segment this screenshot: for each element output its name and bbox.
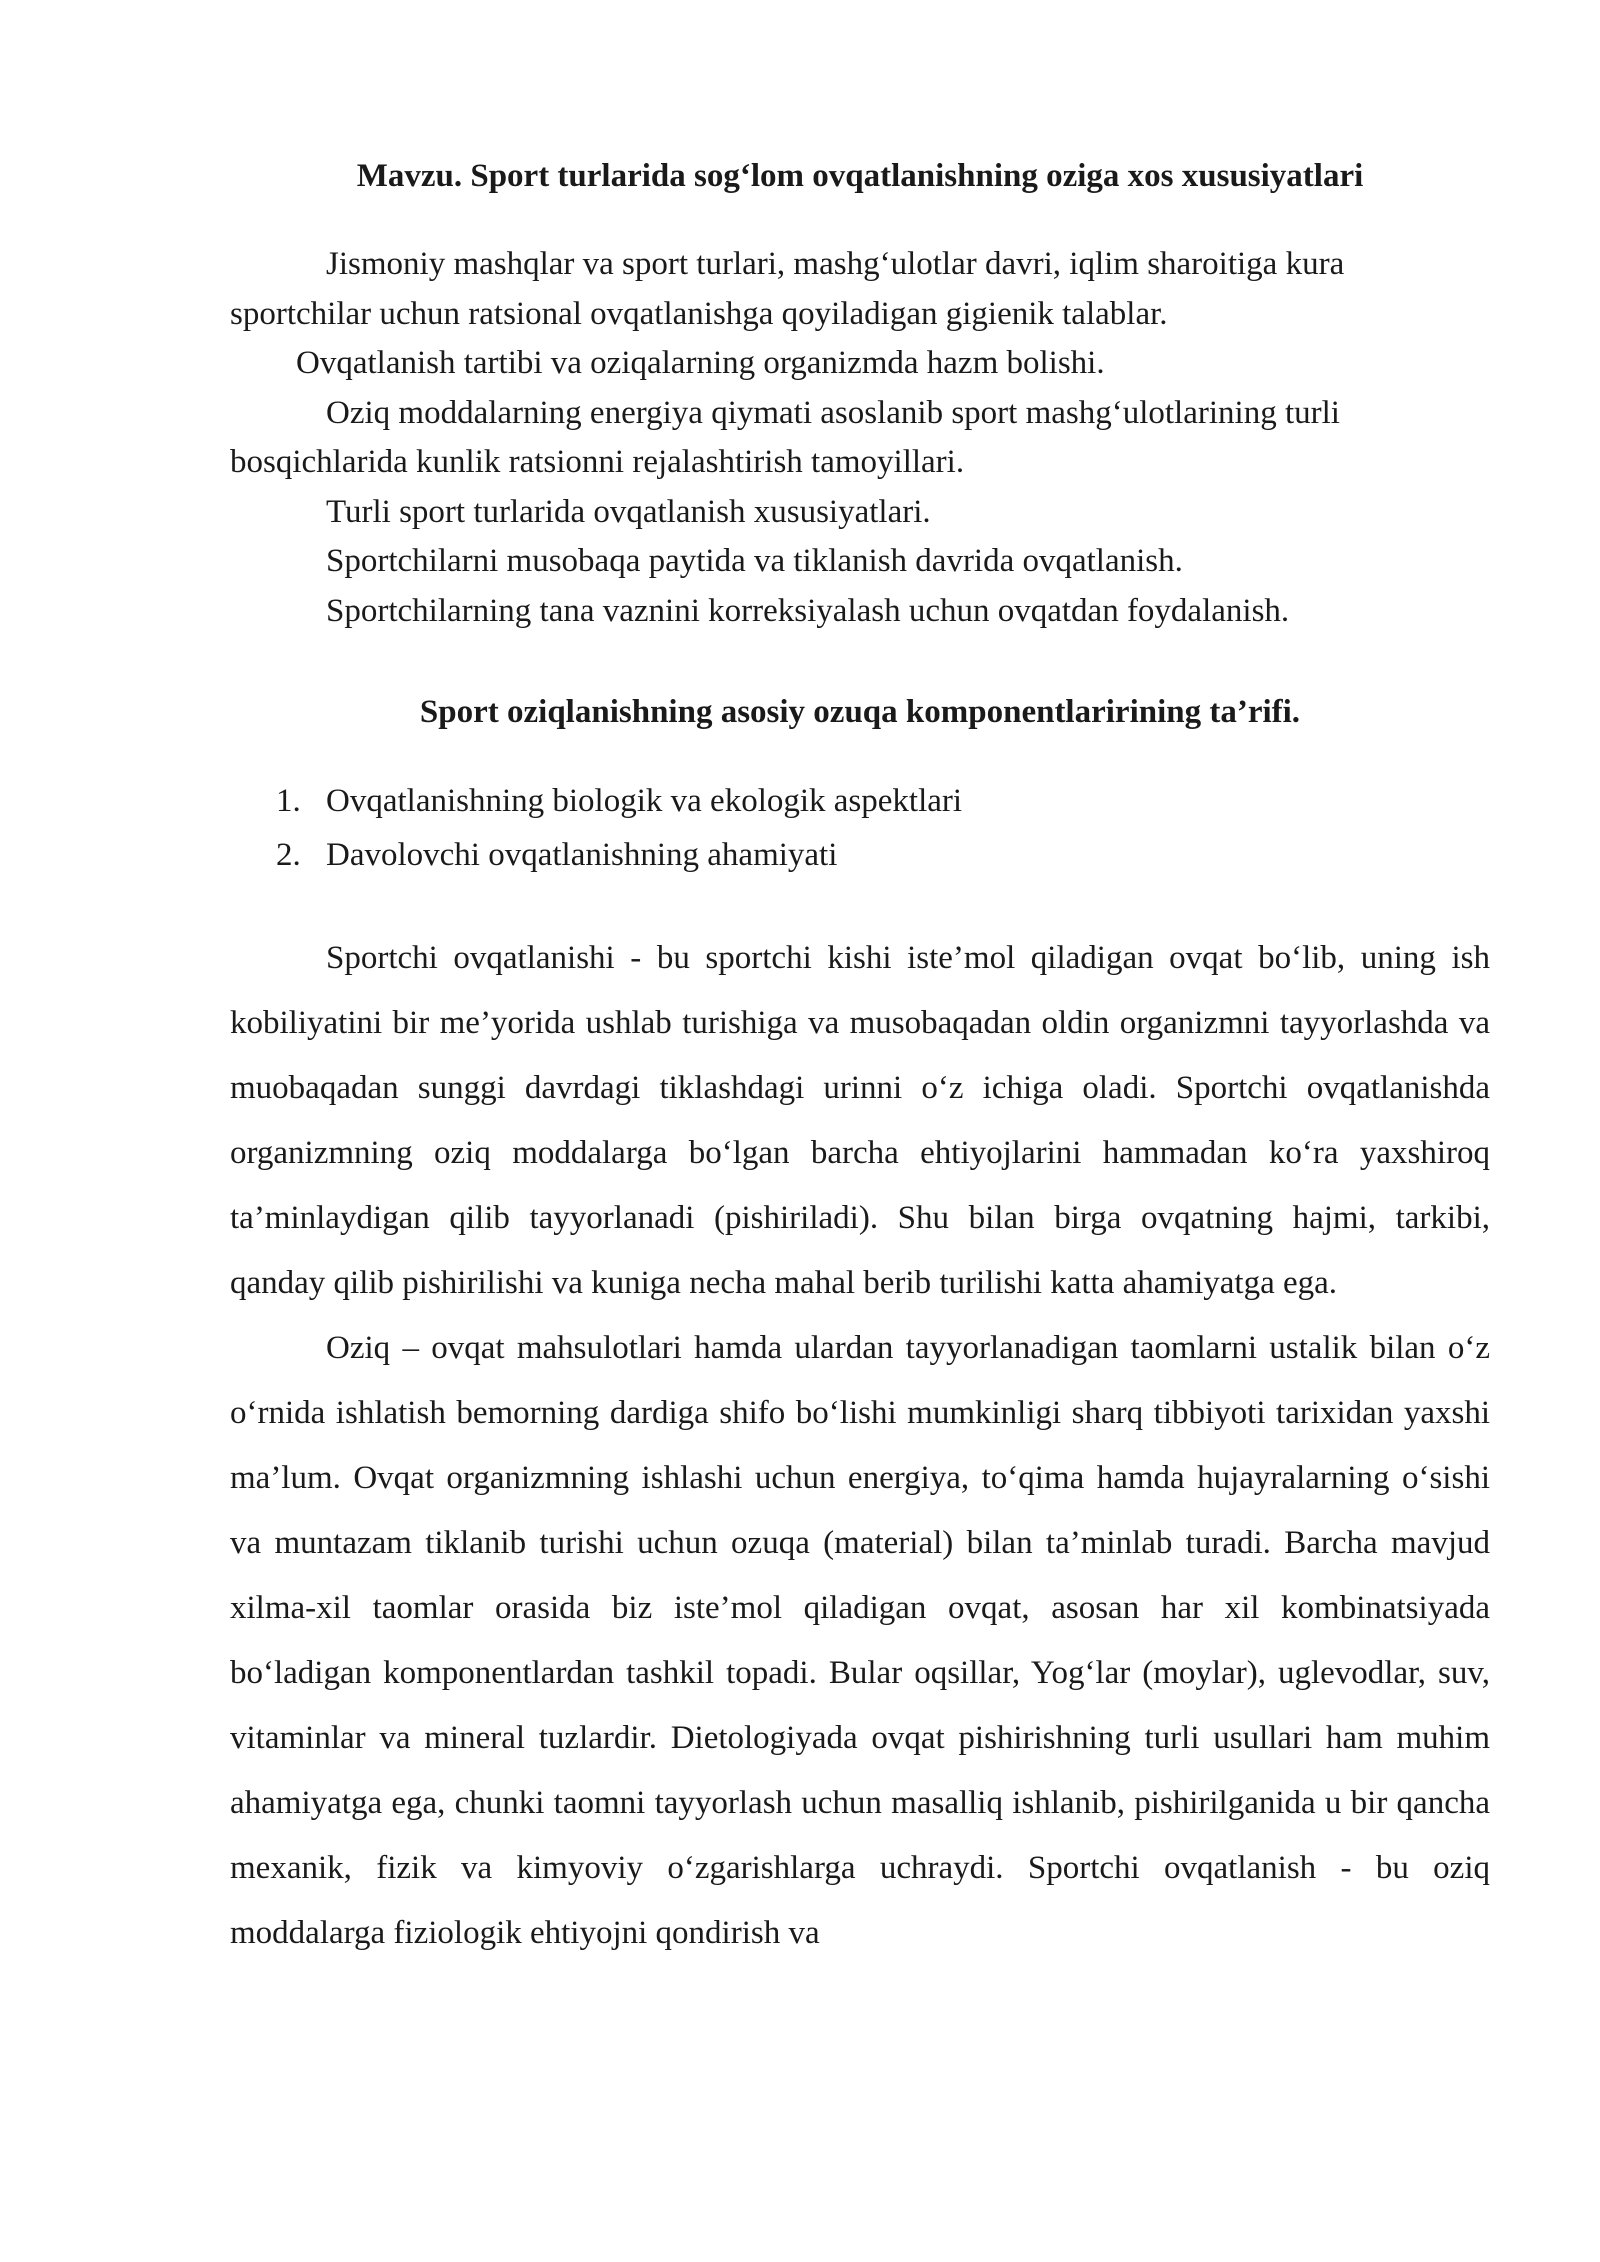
list-item-text: Davolovchi ovqatlanishning ahamiyati <box>326 837 838 873</box>
section-heading: Sport oziqlanishning asosiy ozuqa komponentlaririning ta’rifi. <box>419 694 1301 730</box>
outline-item: Ovqatlanish tartibi va oziqalarning organizmda hazm bolishi. <box>296 345 1105 381</box>
outline-item: Jismoniy mashqlar va sport turlari, mashg‘ulotlar davri, iqlim sharoitiga kura sportchilar uchun ratsional ovqatlanishga qoyiladigan gigienik talablar. <box>230 246 1345 332</box>
outline-item: Sportchilarni musobaqa paytida va tiklanish davrida ovqatlanish. <box>326 543 1183 579</box>
numbered-list <box>230 774 1490 882</box>
topic-outline <box>230 240 1490 636</box>
list-number: 2. <box>276 837 301 873</box>
outline-item: Sportchilarning tana vaznini korreksiyalash uchun ovqatdan foydalanish. <box>326 592 1290 629</box>
body-text <box>230 926 1490 1966</box>
outline-item: Turli sport turlarida ovqatlanish xususiyatlari. <box>326 493 931 530</box>
list-item-text: Ovqatlanishning biologik va ekologik aspektlari <box>326 783 963 819</box>
outline-item: Oziq moddalarning energiya qiymati asoslanib sport mashg‘ulotlarining turli bosqichlarida kunlik ratsionni rejalashtirish tamoyillari. <box>230 394 1340 480</box>
document-title: Mavzu. Sport turlarida sog‘lom ovqatlanishning oziga xos xususiyatlari <box>356 158 1364 194</box>
list-item <box>230 828 1490 882</box>
list-item <box>230 774 1490 828</box>
body-paragraph: Sportchi ovqatlanishi - bu sportchi kishi iste’mol qiladigan ovqat bo‘lib, uning ish kobiliyatini bir me’yorida ushlab turishiga va musobaqadan oldin organizmni tayyorlashda va muobaqadan sunggi davrdagi tiklashdagi urinni o‘z ichiga oladi. Sportchi ovqatlanishda organizmning oziq moddalarga bo‘lgan barcha ehtiyojlarini hammadan ko‘ra yaxshiroq ta’minlaydigan qilib tayyorlanadi (pishiriladi). Shu bilan birga ovqatning hajmi, tarkibi, qanday qilib pishirilishi va kuniga necha mahal berib turilishi katta ahamiyatga ega. <box>230 940 1490 1301</box>
body-paragraph: Oziq – ovqat mahsulotlari hamda ulardan tayyorlanadigan taomlarni ustalik bilan o‘z o‘rnida ishlatish bemorning dardiga shifo bo‘lishi mumkinligi sharq tibbiyoti tarixidan yaxshi ma’lum. Ovqat organizmning ishlashi uchun energiya, to‘qima hamda hujayralarning o‘sishi va muntazam tiklanib turishi uchun ozuqa (material) bilan ta’minlab turadi. Barcha mavjud xilma-xil taomlar orasida biz iste’mol qiladigan ovqat, asosan har xil kombinatsiyada bo‘ladigan komponentlardan tashkil topadi. Bular oqsillar, Yog‘lar (moylar), uglevodlar, suv, vitaminlar va mineral tuzlardir. Dietologiyada ovqat pishirishning turli usullari ham muhim ahamiyatga ega, chunki taomni tayyorlash uchun masalliq ishlanib, pishirilganida u bir qancha mexanik, fizik va kimyoviy o‘zgarishlarga uchraydi. Sportchi ovqatlanish - bu oziq moddalarga fiziologik ehtiyojni qondirish va <box>230 1330 1490 1951</box>
list-number: 1. <box>276 783 301 819</box>
